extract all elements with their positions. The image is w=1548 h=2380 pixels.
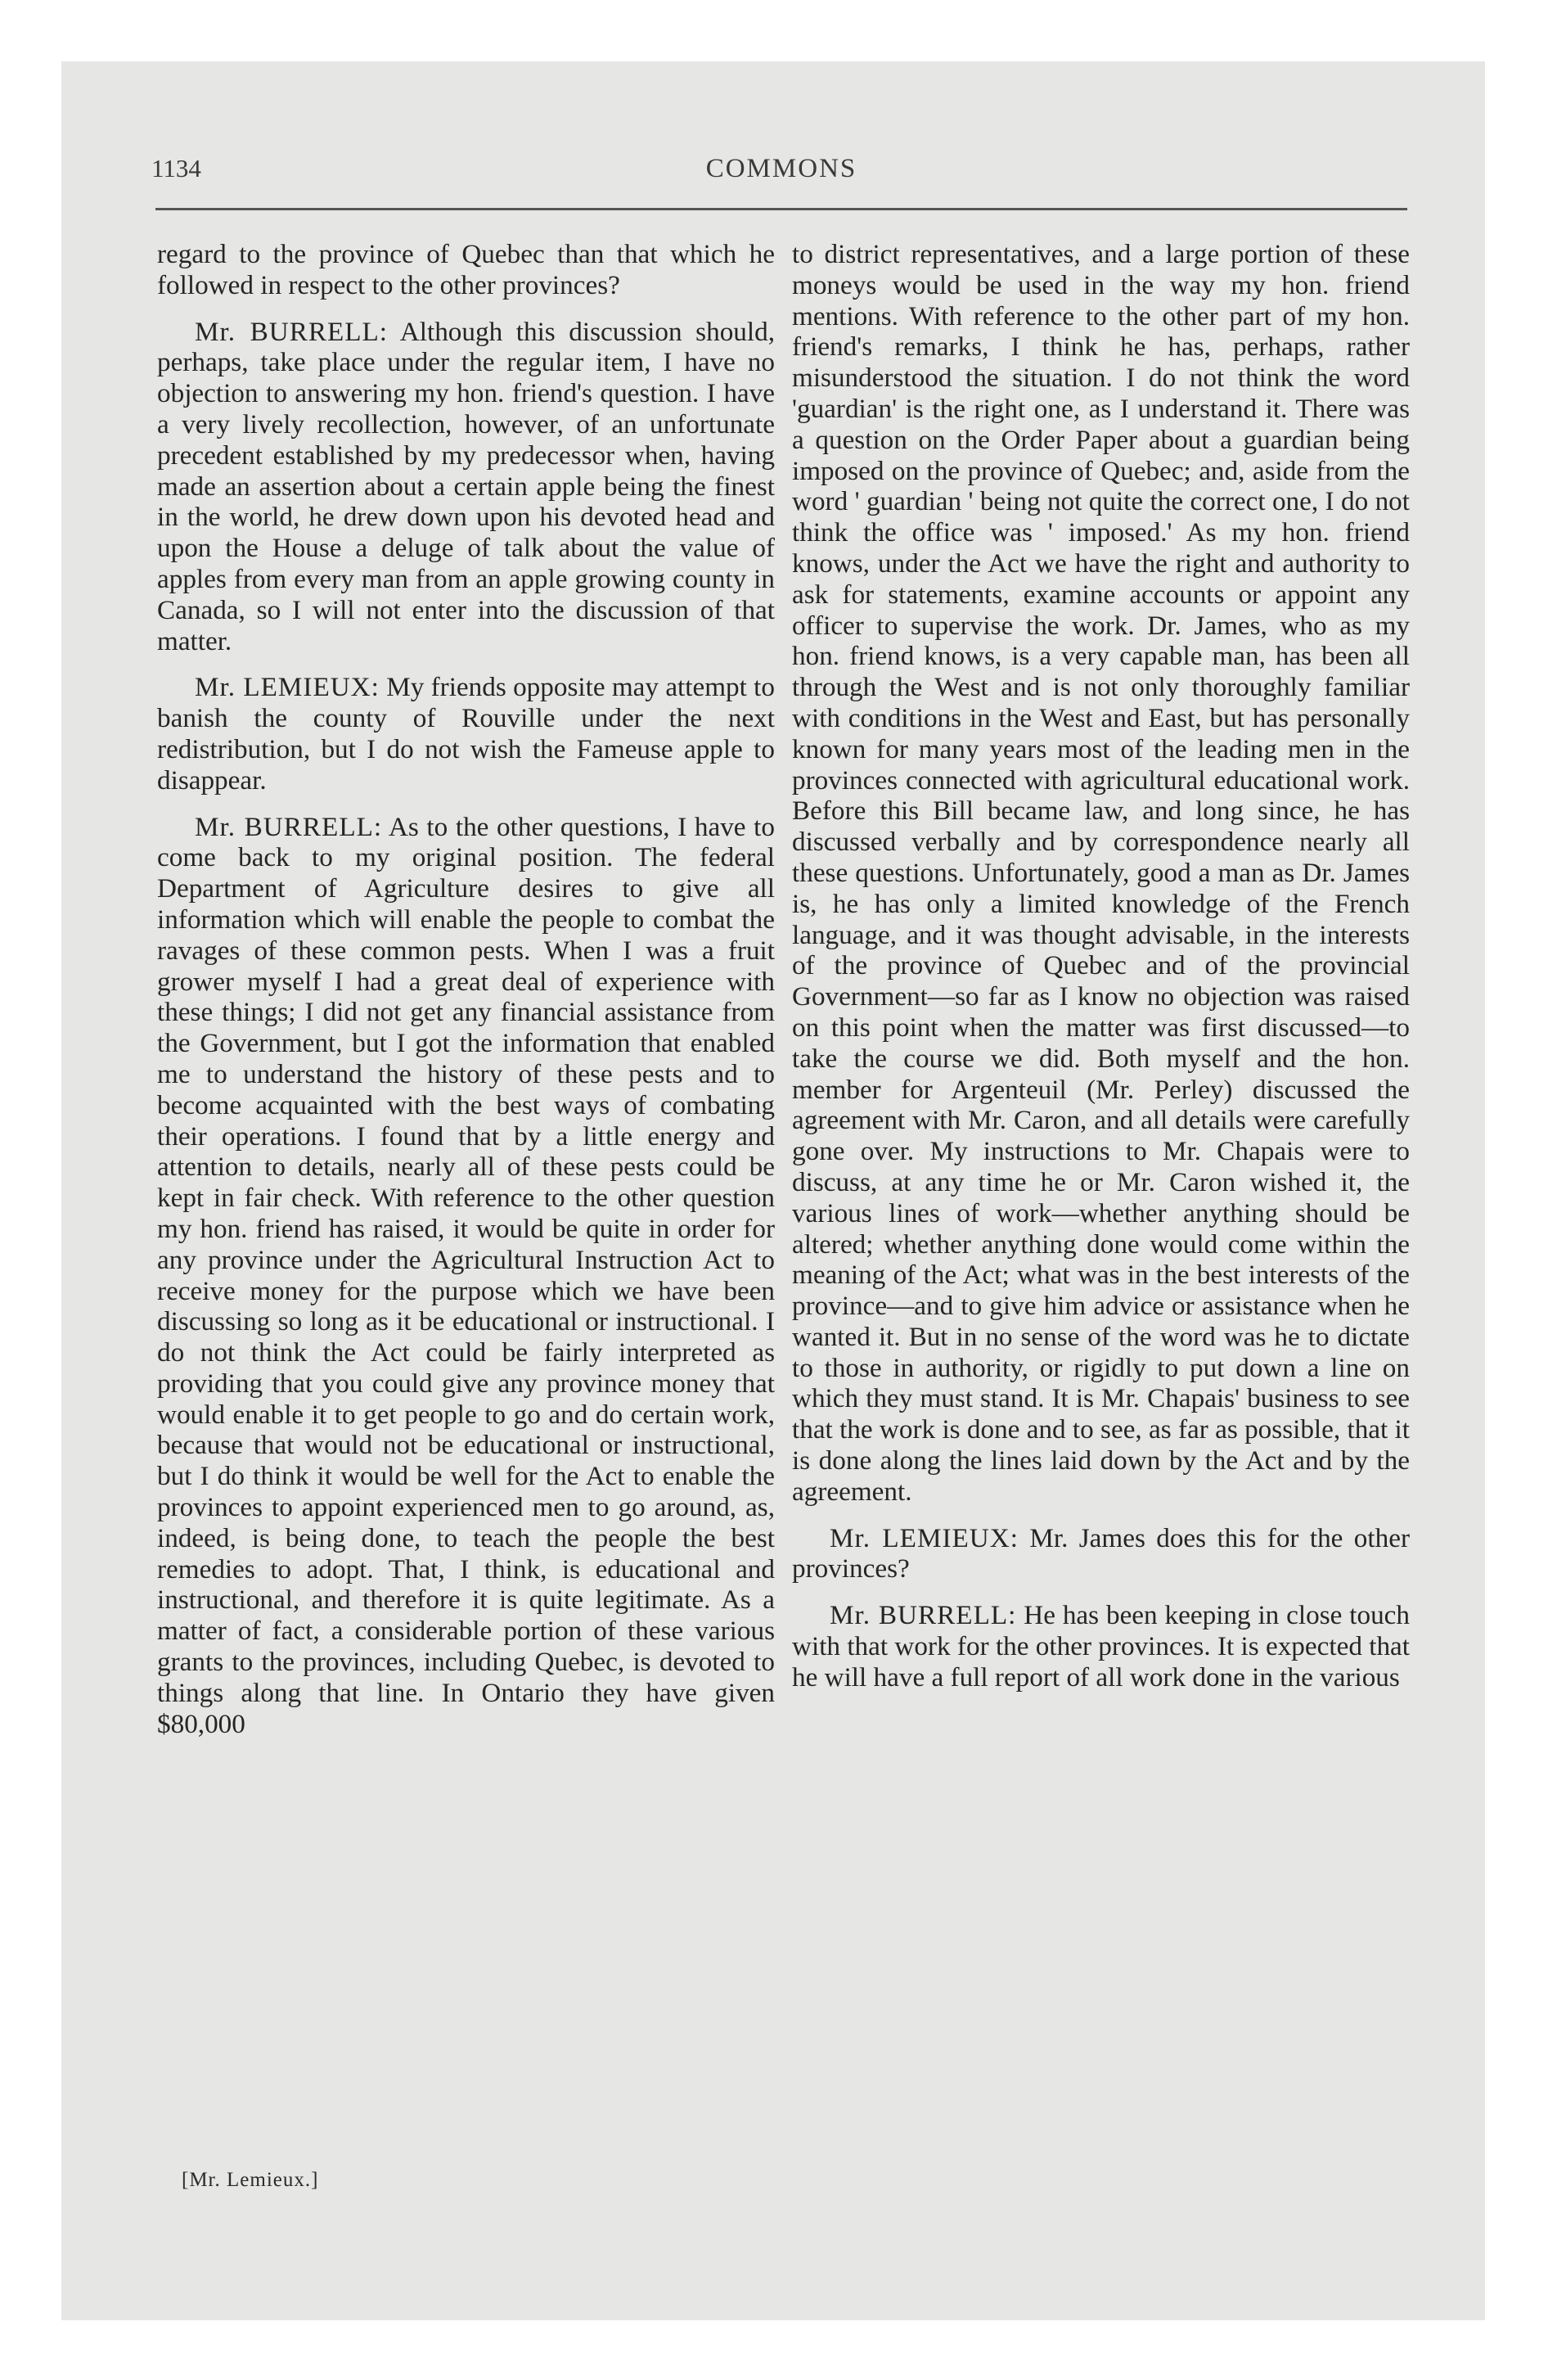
speaker-name: Mr. LEMIEUX: (830, 1522, 1019, 1553)
right-column (792, 239, 1410, 1709)
paragraph (792, 1600, 1410, 1693)
speaker-name: Mr. BURRELL: (195, 316, 389, 347)
speech-text: Although this discussion should, perhaps, take place under the regular item, I have no objection to answering my hon. friend's question. I have a very lively recollection, however, of an unfortunate precedent established by my predecessor when, having made an assertion about a certain apple being the finest in the world, he drew down upon his devoted head and upon the House a deluge of talk about the value of apples from every man from an apple growing county in Canada, so I will not enter into the discussion of that matter. (157, 316, 775, 656)
page-number: 1134 (151, 154, 201, 183)
speaker-name: Mr. BURRELL: (195, 811, 383, 842)
page-header (151, 146, 1411, 195)
speaker-name: Mr. LEMIEUX: (195, 672, 380, 703)
speech-text: Mr. James does this for the other provinces? (792, 1522, 1410, 1584)
speaker-name: Mr. BURRELL: (830, 1600, 1017, 1631)
footer-credit: [Mr. Lemieux.] (182, 2169, 319, 2191)
left-column (157, 239, 775, 1755)
header-rule (155, 208, 1407, 210)
paragraph: to district representatives, and a large portion of these moneys would be used in the way my hon. friend mentions. With reference to the other part of my hon. friend's remarks, I think he has, perhaps, rather misunderstood the situation. I do not think the word 'guardian' is the right one, as I understand it. There was a question on the Order Paper about a guardian being imposed on the province of Quebec; and, aside from the word ' guardian ' being not quite the correct one, I do not think the office was ' imposed.' As my hon. friend knows, under the Act we have the right and authority to ask for statements, examine accounts or appoint any officer to supervise the work. Dr. James, who as my hon. friend knows, is a very capable man, has been all through the West and is not only thoroughly familiar with conditions in the West and East, but has personally known for many years most of the leading men in the provinces connected with agricultural educational work. Before this Bill became law, and long since, he has discussed verbally and by correspondence nearly all these questions. Unfortunately, good a man as Dr. James is, he has only a limited knowledge of the French language, and it was thought advisable, in the interests of the province of Quebec and of the provincial Government—so far as I know no objection was raised on this point when the matter was first discussed—to take the course we did. Both myself and the hon. member for Argenteuil (Mr. Perley) discussed the agreement with Mr. Caron, and all details were carefully gone over. My instructions to Mr. Chapais were to discuss, at any time he or Mr. Caron wished it, the various lines of work—whether anything should be altered; whether anything done would come within the meaning of the Act; what was in the best interests of the province—and to give him advice or assistance when he wanted it. But in no sense of the word was he to dictate to those in authority, or rigidly to put down a line on which they must stand. It is Mr. Chapais' business to see that the work is done and to see, as far as possible, that it is done along the lines laid down by the Act and by the agreement. (792, 239, 1410, 1507)
paragraph (157, 317, 775, 657)
speech-text: He has been keeping in close touch with that work for the other provinces. It is expected that he will have a full report of all work done in the various (792, 1600, 1410, 1693)
paragraph: regard to the province of Quebec than that which he followed in respect to the other provinces? (157, 239, 775, 300)
speech-text: My friends opposite may attempt to banish the county of Rouville under the next redistribution, but I do not wish the Fameuse apple to disappear. (157, 672, 775, 796)
paragraph (157, 812, 775, 1740)
speech-text: As to the other questions, I have to come back to my original position. The federal Department of Agriculture desires to give all information which will enable the people to combat the ravages of these common pests. When I was a fruit grower myself I had a great deal of experience with these things; I did not get any financial assistance from the Government, but I got the information that enabled me to understand the history of these pests and to become acquainted with the best ways of combating their operations. I found that by a little energy and attention to details, nearly all of these pests could be kept in fair check. With reference to the other question my hon. friend has raised, it would be quite in order for any province under the Agricultural Instruction Act to receive money for the purpose which we have been discussing so long as it be educational or instructional. I do not think the Act could be fairly interpreted as providing that you could give any province money that would enable it to get people to go and do certain work, because that would not be educational or instructional, but I do think it would be well for the Act to enable the provinces to appoint experienced men to go around, as, indeed, is being done, to teach the people the best remedies to adopt. That, I think, is educational and instructional, and therefore it is quite legitimate. As a matter of fact, a considerable portion of these various grants to the provinces, including Quebec, is devoted to things along that line. In Ontario they have given $80,000 (157, 811, 775, 1739)
paragraph (157, 672, 775, 796)
running-head: COMMONS (705, 154, 857, 183)
paragraph (792, 1523, 1410, 1585)
